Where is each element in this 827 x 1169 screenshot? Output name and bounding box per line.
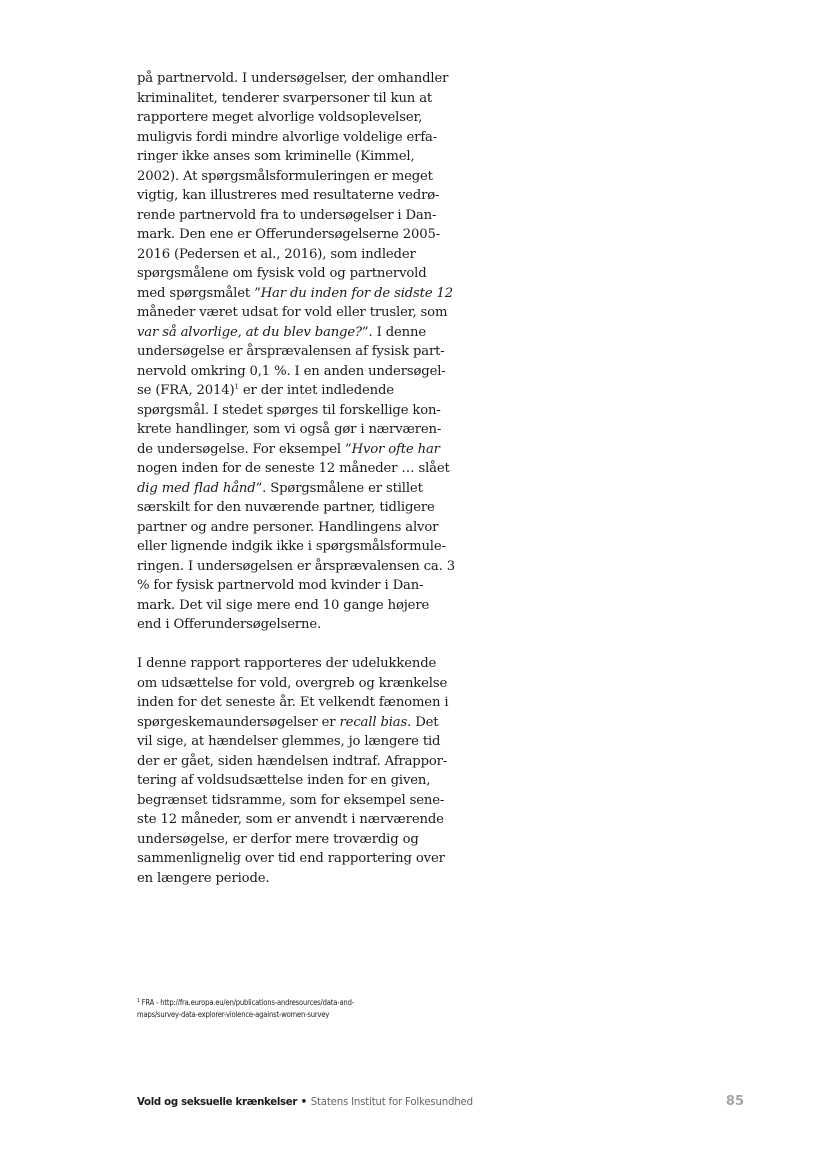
text-line xyxy=(137,284,453,304)
text-line: vigtig, kan illustreres med resultaterne vedrø- xyxy=(137,188,440,203)
footnote-reference[interactable]: 1 xyxy=(234,383,239,391)
text-line: % for fysisk partnervold mod kvinder i Dan- xyxy=(137,578,424,593)
text-line: kriminalitet, tenderer svarpersoner til kun at xyxy=(137,90,433,106)
footnote-link[interactable]: FRA - http://fra.europa.eu/en/publications-andresources/data-and- xyxy=(139,998,354,1007)
text-line: inden for det seneste år. Et velkendt fænomen i xyxy=(137,695,449,710)
text-line: særskilt for den nuværende partner, tidligere xyxy=(137,500,435,515)
text-run: med spørgsmålet ” xyxy=(137,285,261,301)
text-line: mark. Det vil sige mere end 10 gange højere xyxy=(137,597,430,613)
text-line: krete handlinger, som vi også gør i nærværen- xyxy=(137,422,442,437)
text-run: ”. I denne xyxy=(361,324,426,340)
text-line: undersøgelse er årsprævalensen af fysisk part- xyxy=(137,344,445,359)
text-line: rapportere meget alvorlige voldsoplevelser, xyxy=(137,110,423,125)
text-line: nervold omkring 0,1 %. I en anden undersøgel- xyxy=(137,363,446,379)
text-line: end i Offerundersøgelserne. xyxy=(137,617,322,632)
text-run: er der intet indledende xyxy=(238,383,394,398)
text-line: tering af voldsudsættelse inden for en given, xyxy=(137,773,431,788)
footnote xyxy=(137,997,437,1021)
publisher-name: Statens Institut for Folkesundhed xyxy=(310,1097,473,1108)
paragraph-partner-violence xyxy=(137,69,455,635)
text-run: ”. Spørgsmålene er stillet xyxy=(255,480,423,496)
quoted-question: Hvor ofte har xyxy=(351,441,440,457)
page-number: 85 xyxy=(725,1094,744,1109)
quoted-question: dig med flad hånd xyxy=(137,480,256,496)
page-footer xyxy=(137,1095,744,1111)
text-line: undersøgelse, er derfor mere troværdig og xyxy=(137,831,419,847)
footnote-marker: 1 xyxy=(137,998,140,1004)
text-line: spørgsmålene om fysisk vold og partnervold xyxy=(137,266,427,281)
text-line: begrænset tidsramme, som for eksempel sene- xyxy=(137,792,445,808)
text-run: spørgeskemaundersøgelser er xyxy=(137,714,340,730)
footnote-line xyxy=(137,997,437,1009)
quoted-question: Har du inden for de sidste 12 xyxy=(260,285,453,301)
text-line xyxy=(137,440,440,460)
text-run: de undersøgelse. For eksempel ” xyxy=(137,441,352,457)
text-line: 2016 (Pedersen et al., 2016), som indleder xyxy=(137,246,416,262)
paragraph-spacer xyxy=(137,635,437,655)
text-run: se (FRA, 2014) xyxy=(137,383,235,398)
text-line: muligvis fordi mindre alvorlige voldelige erfa- xyxy=(137,129,438,145)
text-line: sammenlignelig over tid end rapportering over xyxy=(137,851,445,866)
footer-running-title xyxy=(137,1095,473,1111)
text-line xyxy=(137,713,437,733)
text-line: rende partnervold fra to undersøgelser i Dan- xyxy=(137,207,437,223)
footnote-line[interactable]: maps/survey-data-explorer-violence-against-women-survey xyxy=(137,1010,330,1019)
recall-bias-term: recall bias xyxy=(339,714,408,730)
text-line xyxy=(137,323,437,343)
text-line: vil sige, at hændelser glemmes, jo længere tid xyxy=(137,734,441,749)
quoted-question: var så alvorlige, at du blev bange? xyxy=(137,324,362,340)
text-line: ste 12 måneder, som er anvendt i nærværende xyxy=(137,812,444,827)
text-line: på partnervold. I undersøgelser, der omhandler xyxy=(137,71,449,86)
paragraph-recall-bias xyxy=(137,654,449,888)
text-line: eller lignende indgik ikke i spørgsmålsformule- xyxy=(137,539,446,554)
text-run: . Det xyxy=(407,714,439,730)
footer-separator: • xyxy=(297,1097,311,1108)
body-text-column xyxy=(137,69,455,888)
text-line: partner og andre personer. Handlingens alvor xyxy=(137,519,439,535)
text-line xyxy=(137,479,437,499)
text-line xyxy=(137,381,437,401)
text-line: mark. Den ene er Offerundersøgelserne 2005- xyxy=(137,227,441,242)
text-line: spørgsmål. I stedet spørges til forskellige kon- xyxy=(137,402,441,418)
quoted-question-line: måneder været udsat for vold eller trusler, som xyxy=(137,305,448,320)
text-line: I denne rapport rapporteres der udelukkende xyxy=(137,656,437,671)
quoted-question-line: nogen inden for de seneste 12 måneder … slået xyxy=(137,461,450,476)
report-title: Vold og seksuelle krænkelser xyxy=(137,1097,298,1108)
text-line: en længere periode. xyxy=(137,870,270,886)
text-line: 2002). At spørgsmålsformuleringen er meget xyxy=(137,168,433,184)
text-line: om udsættelse for vold, overgreb og krænkelse xyxy=(137,675,448,691)
text-line: der er gået, siden hændelsen indtraf. Afrappor- xyxy=(137,753,448,769)
text-line: ringer ikke anses som kriminelle (Kimmel, xyxy=(137,149,415,164)
text-line: ringen. I undersøgelsen er årsprævalensen ca. 3 xyxy=(137,558,455,574)
